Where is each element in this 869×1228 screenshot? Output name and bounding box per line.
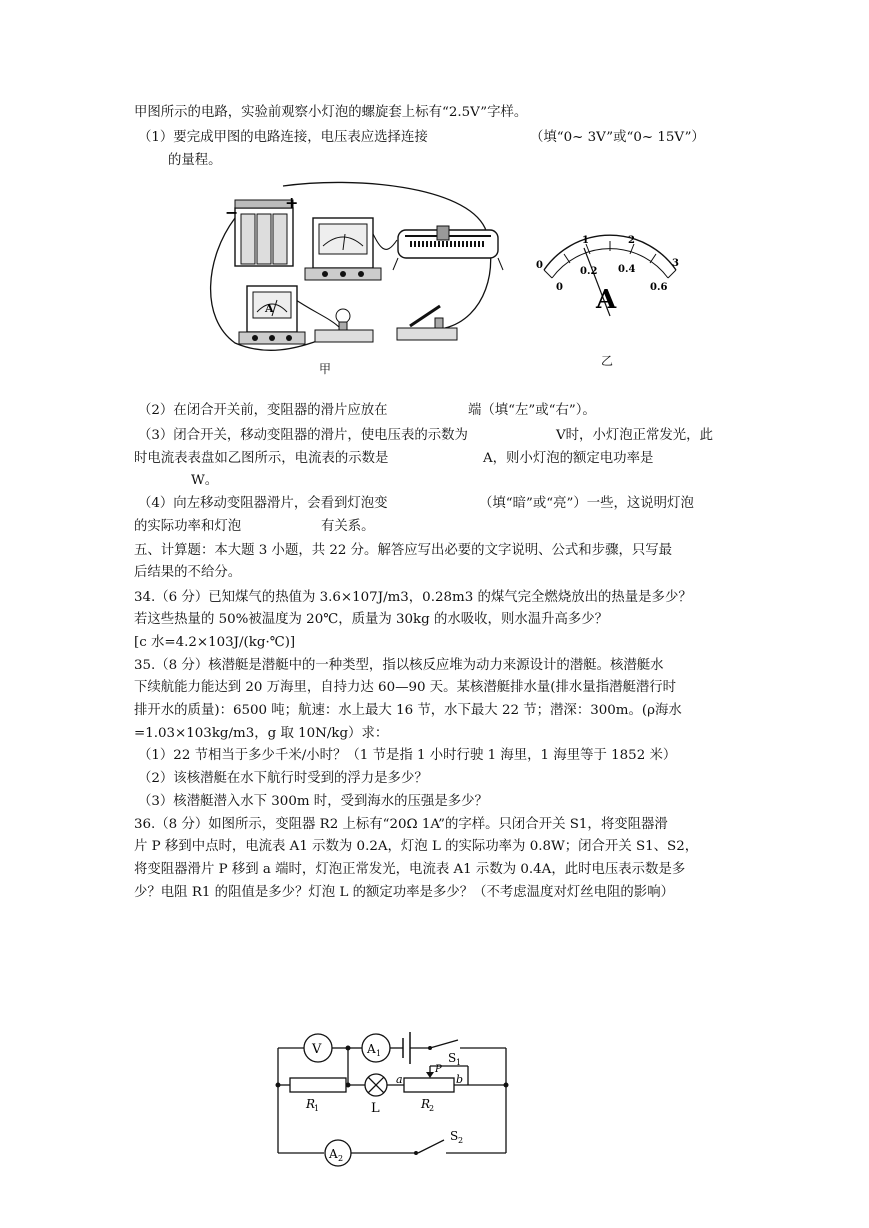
circuit-a1-label: A [367, 1042, 376, 1056]
circuit-lamp-label: L [371, 1101, 380, 1116]
circuit-r1-sub: 1 [314, 1104, 320, 1113]
dial-top-label-2: 2 [628, 235, 635, 246]
p36-line2: 片 P 移到中点时，电流表 A1 示数为 0.2A，灯泡 L 的实际功率为 0.8W；闭合开关 S1、S2， [134, 839, 699, 854]
section5-line1: 五、计算题：本大题 3 小题，共 22 分。解答应写出必要的文字说明、公式和步骤，只写最 [134, 543, 673, 558]
dial-bottom-label-0: 0 [556, 282, 563, 293]
dial-bottom-label-2: 0.4 [618, 264, 636, 275]
figure-jia-caption: 甲 [319, 362, 332, 376]
q4-line1-b: （填“暗”或“亮”）一些，这说明灯泡 [479, 496, 694, 511]
p35-q2: （2）该核潜艇在水下航行时受到的浮力是多少？ [138, 771, 428, 786]
q2-b: 端（填“左”或“右”）。 [468, 403, 596, 418]
circuit-s2-sub: 2 [458, 1136, 464, 1145]
circuit-a-label: a [396, 1073, 403, 1086]
battery-minus: − [225, 203, 239, 222]
q4-line2-a: 的实际功率和灯泡 [134, 519, 242, 534]
figure-yi-ammeter-dial [530, 228, 690, 328]
battery-pack [225, 193, 298, 266]
lamp-device [315, 309, 373, 342]
section5-line2: 后结果的不给分。 [134, 565, 242, 580]
q3-line1-b: V时，小灯泡正常发光，此 [556, 428, 713, 443]
intro-text: 甲图所示的电路，实验前观察小灯泡的螺旋套上标有“2.5V”字样。 [134, 105, 528, 120]
p35-line2: 下续航能力能达到 20 万海里，自持力达 60—90 天。某核潜艇排水量(排水量指潜艇潜行时 [134, 680, 677, 695]
circuit-b-label: b [456, 1073, 464, 1086]
p35-line1: 35.（8 分）核潜艇是潜艇中的一种类型，指以核反应堆为动力来源设计的潜艇。核潜艇水 [134, 658, 664, 673]
dial-bottom-label-3: 0.6 [650, 282, 668, 293]
p35-q3: （3）核潜艇潜入水下 300m 时，受到海水的压强是多少？ [138, 794, 488, 809]
battery-plus: + [285, 193, 299, 212]
q3-line1-a: （3）闭合开关，移动变阻器的滑片，使电压表的示数为 [138, 428, 468, 443]
q3-line3: W。 [191, 473, 219, 488]
circuit-r2-sub: 2 [429, 1104, 435, 1113]
ammeter-device [239, 286, 305, 344]
q1-line1-b: （填“0~ 3V”或“0~ 15V”） [530, 130, 705, 145]
p34-line2: 若这些热量的 50%被温度为 20℃，质量为 30kg 的水吸收，则水温升高多少？ [134, 612, 609, 627]
circuit-a2-sub: 2 [338, 1154, 344, 1163]
q2-a: （2）在闭合开关前，变阻器的滑片应放在 [138, 403, 388, 418]
dial-bottom-label-1: 0.2 [580, 266, 598, 277]
rheostat-device [393, 226, 503, 270]
circuit-s1-label: S [448, 1051, 457, 1065]
circuit-s2-label: S [450, 1129, 459, 1143]
dial-top-label-0: 0 [536, 260, 543, 271]
slider-arrow-icon [426, 1072, 434, 1078]
switch-device [397, 306, 457, 340]
dial-unit-letter: A [596, 285, 617, 315]
q3-line2-b: A，则小灯泡的额定电功率是 [483, 451, 654, 466]
dial-top-label-3: 3 [672, 258, 679, 269]
p35-line3: 排开水的质量)：6500 吨；航速：水上最大 16 节，水下最大 22 节；潜深：300m。(ρ海水 [134, 703, 682, 718]
p36-line3: 将变阻器滑片 P 移到 a 端时，灯泡正常发光，电流表 A1 示数为 0.4A，此时电压表示数是多 [134, 862, 686, 877]
circuit-r2-label: R [421, 1097, 431, 1111]
circuit-voltmeter-label: V [312, 1042, 322, 1057]
circuit-a1-sub: 1 [376, 1049, 382, 1058]
p34-line3: [c 水=4.2×103J/(kg·℃)] [134, 635, 296, 650]
q3-line2-a: 时电流表表盘如乙图所示，电流表的示数是 [134, 451, 389, 466]
circuit-diagram [270, 1028, 520, 1168]
dial-top-label-1: 1 [582, 235, 589, 246]
q4-line2-b: 有关系。 [321, 519, 375, 534]
p34-line1: 34.（6 分）已知煤气的热值为 3.6×107J/m3，0.28m3 的煤气完全燃烧放出的热量是多少？ [134, 590, 692, 605]
q4-line1-a: （4）向左移动变阻器滑片，会看到灯泡变 [138, 496, 388, 511]
ammeter-device-letter: A [265, 302, 274, 315]
circuit-p-label: P [435, 1064, 442, 1075]
voltmeter-device [305, 218, 381, 280]
q1-line2: 的量程。 [168, 153, 222, 168]
p35-line4: =1.03×103kg/m3，g 取 10N/kg）求： [134, 726, 389, 741]
figure-yi-caption: 乙 [601, 354, 614, 368]
p35-q1: （1）22 节相当于多少千米/小时？（1 节是指 1 小时行驶 1 海里，1 海里等于 1852 米） [138, 748, 677, 763]
figure-jia-apparatus [205, 178, 515, 358]
circuit-r1-label: R [306, 1097, 316, 1111]
q1-line1-a: （1）要完成甲图的电路连接，电压表应选择连接 [138, 130, 428, 145]
circuit-a2-label: A [329, 1147, 338, 1161]
p36-line4: 少？电阻 R1 的阻值是多少？灯泡 L 的额定功率是多少？（不考虑温度对灯丝电阻的影响） [134, 885, 674, 900]
p36-line1: 36.（8 分）如图所示，变阻器 R2 上标有“20Ω 1A”的字样。只闭合开关 S1，将变阻器滑 [134, 817, 668, 832]
circuit-s1-sub: 1 [456, 1058, 462, 1067]
